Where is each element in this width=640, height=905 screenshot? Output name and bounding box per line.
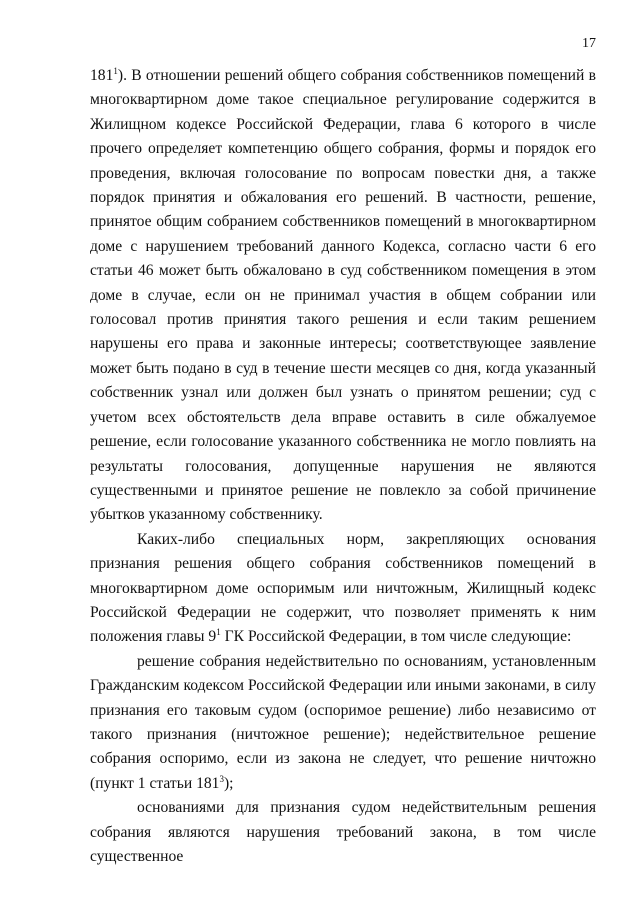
paragraph-1-text-a: 181 [90, 67, 114, 84]
paragraph-1-text-b: ). В отношении решений общего собрания собственников помещений в многоквартирном доме такое специальное регулирование содержится в Жилищном кодексе Российской Федерации, глава 6 которого в числе прочего определяет компетенцию общего собрания, формы и порядок его проведения, включая голосование по вопросам повестки дня, а также порядок принятия и обжалования его решений. В частности, решение, принятое общим собранием собственников помещений в многоквартирном доме с нарушением требований данного Кодекса, согласно части 6 его статьи 46 может быть обжаловано в суд собственником помещения в этом доме в случае, если он не принимал участия в общем собрании или голосовал против принятия такого решения и если таким решением нарушены его права и законные интересы; соответствующее заявление может быть подано в суд в течение шести месяцев со дня, когда указанный собственник узнал или должен был узнать о принятом решении; суд с учетом всех обстоятельств дела вправе оставить в силе обжалуемое решение, если голосование указанного собственника не могло повлиять на результаты голосования, допущенные нарушения не являются существенными и принятое решение не повлекло за собой причинение убытков указанному собственнику. [90, 67, 596, 524]
paragraph-1 [90, 64, 596, 528]
paragraph-3-text-b: ); [223, 774, 234, 792]
paragraph-3-text-a: решение собрания недействительно по основаниям, установленным Гражданским кодексом Российской Федерации или иными законами, в силу признания его таковым судом (оспоримое решение) либо независимо от такого признания (ничтожное решение); недействительное решение собрания оспоримо, если из закона не следует, что решение ничтожно (пункт 1 статьи 181 [90, 652, 596, 792]
superscript-index: 1 [216, 627, 221, 638]
paragraph-4: основаниями для признания судом недействительным решения собрания являются нарушения требований закона, в том числе существенное [90, 799, 596, 865]
paragraph-2 [90, 528, 596, 650]
paragraph-2-text-a: Каких-либо специальных норм, закрепляющих основания признания решения общего собрания собственников помещений в многоквартирном доме оспоримым или ничтожным, Жилищный кодекс Российской Федерации не содержит, что позволяет применять к ним положения главы 9 [90, 530, 596, 646]
paragraph-2-text-b: ГК Российской Федерации, в том числе следующие: [220, 628, 572, 646]
page-number: 17 [582, 36, 596, 51]
superscript-index: 3 [219, 773, 224, 784]
superscript-index: 1 [113, 66, 118, 76]
paragraph-3 [90, 650, 596, 796]
document-body [90, 64, 596, 869]
